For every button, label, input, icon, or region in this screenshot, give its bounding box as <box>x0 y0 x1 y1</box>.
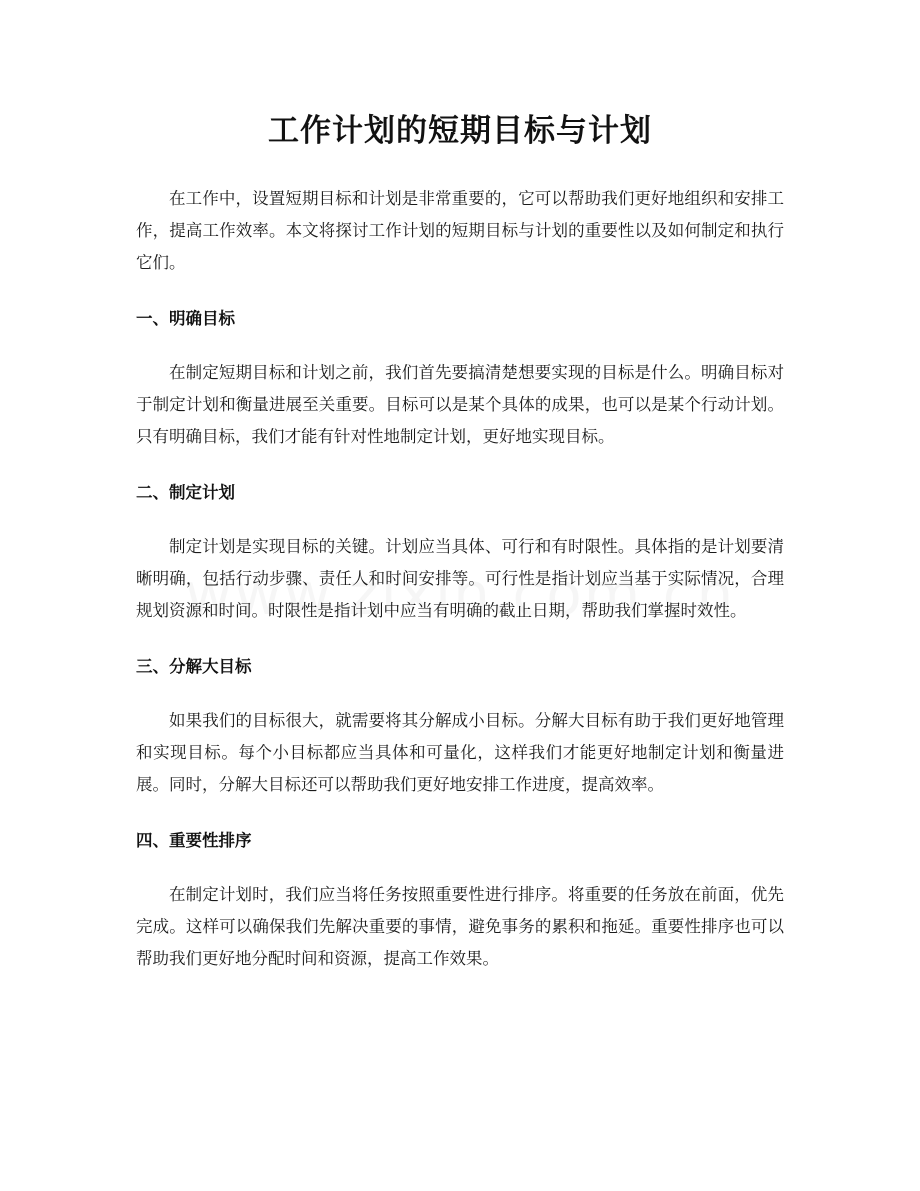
section-heading-4: 四、重要性排序 <box>136 831 252 850</box>
page-title: 工作计划的短期目标与计划 <box>268 113 652 149</box>
section-paragraph-2: 制定计划是实现目标的关键。计划应当具体、可行和有时限性。具体指的是计划要清晰明确，包括行动步骤、责任人和时间安排等。可行性是指计划应当基于实际情况，合理规划资源和时间。时限性是指计划中应当有明确的截止日期，帮助我们掌握时效性。 <box>136 537 784 620</box>
section-heading-3: 三、分解大目标 <box>136 657 252 676</box>
document-body <box>136 183 784 975</box>
section-paragraph-4: 在制定计划时，我们应当将任务按照重要性进行排序。将重要的任务放在前面，优先完成。这样可以确保我们先解决重要的事情，避免事务的累积和拖延。重要性排序也可以帮助我们更好地分配时间和资源，提高工作效果。 <box>136 885 784 968</box>
section-heading-2: 二、制定计划 <box>136 483 235 502</box>
intro-paragraph: 在工作中，设置短期目标和计划是非常重要的，它可以帮助我们更好地组织和安排工作，提高工作效率。本文将探讨工作计划的短期目标与计划的重要性以及如何制定和执行它们。 <box>136 189 784 272</box>
section-heading-1: 一、明确目标 <box>136 309 235 328</box>
section-paragraph-3: 如果我们的目标很大，就需要将其分解成小目标。分解大目标有助于我们更好地管理和实现目标。每个小目标都应当具体和可量化，这样我们才能更好地制定计划和衡量进展。同时，分解大目标还可以帮助我们更好地安排工作进度，提高效率。 <box>136 711 784 794</box>
section-paragraph-1: 在制定短期目标和计划之前，我们首先要搞清楚想要实现的目标是什么。明确目标对于制定计划和衡量进展至关重要。目标可以是某个具体的成果，也可以是某个行动计划。只有明确目标，我们才能有针对性地制定计划，更好地实现目标。 <box>136 363 784 446</box>
